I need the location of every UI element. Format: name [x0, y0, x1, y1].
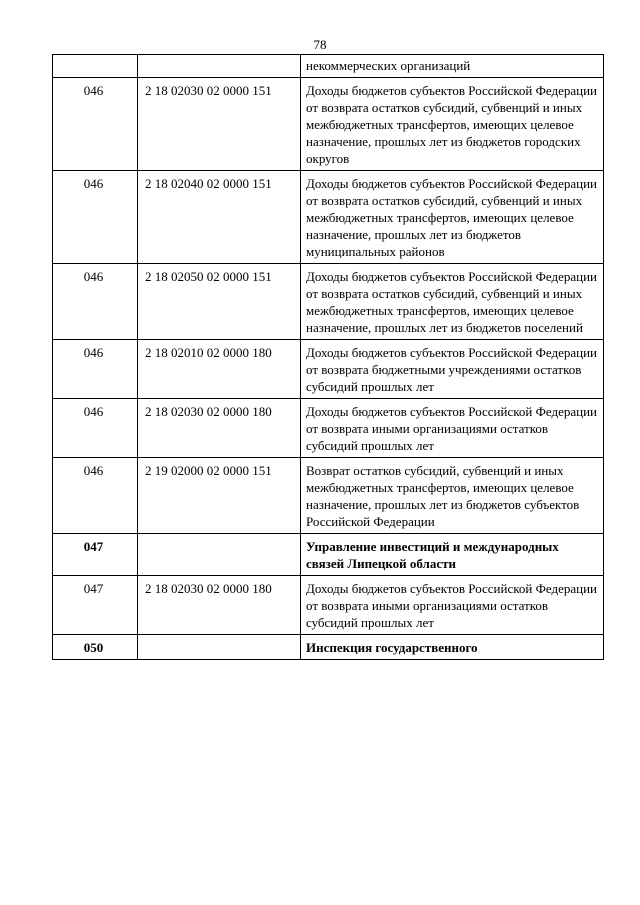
department-name-cell: Инспекция государственного	[301, 635, 604, 660]
admin-code-cell: 046	[53, 171, 138, 264]
budget-code-cell	[138, 534, 301, 576]
budget-revenue-table	[52, 54, 604, 660]
table-row-department	[53, 534, 604, 576]
table-row	[53, 576, 604, 635]
table-row	[53, 264, 604, 340]
budget-code-cell: 2 18 02030 02 0000 180	[138, 576, 301, 635]
admin-code-cell	[53, 55, 138, 78]
description-cell: Доходы бюджетов субъектов Российской Федерации от возврата иными организациями остатков субсидий прошлых лет	[301, 399, 604, 458]
description-cell: Доходы бюджетов субъектов Российской Федерации от возврата остатков субсидий, субвенций и иных межбюджетных трансфертов, имеющих целевое назначение, прошлых лет из бюджетов городских округов	[301, 78, 604, 171]
budget-code-cell: 2 18 02040 02 0000 151	[138, 171, 301, 264]
table-row	[53, 399, 604, 458]
description-cell: некоммерческих организаций	[301, 55, 604, 78]
table-row	[53, 340, 604, 399]
admin-code-cell: 046	[53, 78, 138, 171]
budget-code-cell	[138, 55, 301, 78]
budget-code-cell: 2 18 02050 02 0000 151	[138, 264, 301, 340]
page-number: 78	[313, 37, 327, 52]
admin-code-cell: 047	[53, 576, 138, 635]
table-row	[53, 55, 604, 78]
description-cell: Доходы бюджетов субъектов Российской Федерации от возврата бюджетными учреждениями остатков субсидий прошлых лет	[301, 340, 604, 399]
budget-code-cell: 2 18 02030 02 0000 151	[138, 78, 301, 171]
table-row	[53, 78, 604, 171]
admin-code-cell: 050	[53, 635, 138, 660]
budget-code-cell: 2 18 02030 02 0000 180	[138, 399, 301, 458]
description-cell: Доходы бюджетов субъектов Российской Федерации от возврата остатков субсидий, субвенций и иных межбюджетных трансфертов, имеющих целевое назначение, прошлых лет из бюджетов муниципальных районов	[301, 171, 604, 264]
table-row	[53, 171, 604, 264]
budget-code-cell	[138, 635, 301, 660]
table-row	[53, 458, 604, 534]
admin-code-cell: 047	[53, 534, 138, 576]
description-cell: Доходы бюджетов субъектов Российской Федерации от возврата остатков субсидий, субвенций и иных межбюджетных трансфертов, имеющих целевое назначение, прошлых лет из бюджетов поселений	[301, 264, 604, 340]
description-cell: Доходы бюджетов субъектов Российской Федерации от возврата иными организациями остатков субсидий прошлых лет	[301, 576, 604, 635]
table-row-department	[53, 635, 604, 660]
description-cell: Возврат остатков субсидий, субвенций и иных межбюджетных трансфертов, имеющих целевое назначение, прошлых лет из бюджетов субъектов Российской Федерации	[301, 458, 604, 534]
admin-code-cell: 046	[53, 264, 138, 340]
budget-code-cell: 2 18 02010 02 0000 180	[138, 340, 301, 399]
admin-code-cell: 046	[53, 340, 138, 399]
admin-code-cell: 046	[53, 458, 138, 534]
admin-code-cell: 046	[53, 399, 138, 458]
department-name-cell: Управление инвестиций и международных связей Липецкой области	[301, 534, 604, 576]
budget-code-cell: 2 19 02000 02 0000 151	[138, 458, 301, 534]
